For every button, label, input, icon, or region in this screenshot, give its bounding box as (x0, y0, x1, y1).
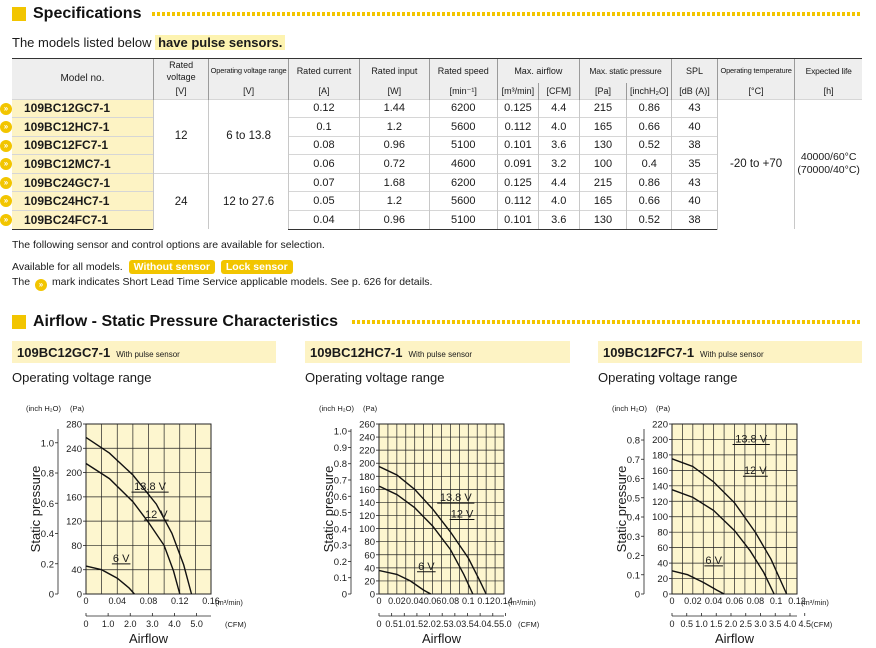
header-rated-voltage: Rated voltage (153, 59, 209, 83)
y-tick-label: 100 (359, 524, 375, 536)
airflow-cfm-cell: 4.0 (538, 118, 579, 137)
spl-cell: 40 (672, 118, 718, 137)
airflow-chart-2 (305, 395, 570, 645)
cfm-tick-label: 1.5 (410, 619, 424, 629)
input-cell: 1.44 (360, 99, 429, 118)
spl-cell: 38 (672, 136, 718, 155)
inch-tick-label: 0.2 (40, 559, 54, 571)
specifications-title: Specifications (33, 5, 142, 22)
y-tick-label: 120 (66, 516, 82, 528)
inch-unit-label: (inch H₂O) (319, 404, 354, 413)
panel-title-1 (17, 345, 180, 360)
x-tick-label: 0.08 (746, 596, 765, 606)
unit-rated-voltage: [V] (153, 83, 209, 99)
model-cell (3, 211, 153, 230)
inch-unit-label: (inch H₂O) (612, 404, 647, 413)
x-tick-label: 0.12 (170, 596, 189, 606)
cfm-tick-label: 3.0 (448, 619, 462, 629)
intro-plain: The models listed below (12, 35, 152, 50)
cfm-tick-label: 5.0 (499, 619, 512, 629)
inch-tick-label: 0.1 (333, 573, 347, 585)
current-cell: 0.04 (288, 211, 359, 230)
inch-tick-label: 0.8 (40, 468, 54, 480)
inch-tick-label: 1.0 (333, 426, 347, 438)
model-number: 109BC12MC7-1 (24, 157, 111, 172)
y-axis-title: Static pressure (28, 465, 43, 553)
x-tick-label: 0.06 (423, 596, 442, 606)
static-pa-cell: 130 (579, 136, 627, 155)
y-tick-label: 200 (359, 458, 375, 470)
short-lead-time-icon: » (35, 279, 47, 291)
static-inch-cell: 0.52 (627, 136, 672, 155)
airflow-m3-cell: 0.125 (497, 173, 538, 192)
section-marker (12, 7, 26, 21)
expected-life-cell (795, 99, 862, 229)
airflow-cfm-cell: 4.4 (538, 99, 579, 118)
cfm-tick-label: 4.5 (798, 619, 811, 629)
y-tick-label: 220 (652, 419, 668, 431)
x-unit-label: (m³/min) (801, 598, 829, 607)
inch-tick-label: 0.3 (626, 531, 640, 543)
panel-sensor: With pulse sensor (116, 350, 180, 359)
model-number: 109BC12FC7-1 (24, 138, 109, 153)
header-rated-input: Rated input (360, 59, 429, 83)
static-pa-cell: 165 (579, 192, 627, 211)
airflow-m3-cell: 0.125 (497, 99, 538, 118)
cfm-tick-label: 5.0 (190, 619, 203, 629)
input-cell: 1.68 (360, 173, 429, 192)
unit-spl: [dB (A)] (672, 83, 718, 99)
note-options: The following sensor and control options are available for selection. (12, 239, 325, 251)
current-cell: 0.1 (288, 118, 359, 137)
x-tick-label: 0.06 (725, 596, 744, 606)
inch-tick-label: 0.6 (40, 498, 54, 510)
static-pa-cell: 130 (579, 211, 627, 230)
airflow-title: Airflow - Static Pressure Characteristics (33, 313, 339, 330)
intro-highlight: have pulse sensors. (155, 35, 285, 50)
model-cell (3, 173, 153, 192)
y-tick-label: 240 (66, 443, 82, 455)
header-operating-voltage: Operating voltage range (209, 59, 288, 83)
y-axis-title: Static pressure (614, 465, 629, 553)
cfm-tick-label: 2.5 (739, 619, 752, 629)
x-axis-title: Airflow (128, 631, 169, 646)
model-cell (3, 136, 153, 155)
speed-cell: 4600 (429, 155, 497, 174)
unit-operating-voltage: [V] (209, 83, 288, 99)
y-tick-label: 0 (369, 589, 375, 601)
series-label: 12 V (450, 508, 474, 521)
y-tick-label: 40 (364, 563, 375, 575)
short-lead-time-icon: » (0, 195, 12, 207)
x-tick-label: 0.16 (202, 596, 220, 606)
header-rated-speed: Rated speed (429, 59, 497, 83)
inch-tick-label: 0.2 (333, 556, 347, 568)
cfm-tick-label: 1.0 (695, 619, 708, 629)
header-rated-current: Rated current (288, 59, 359, 83)
y-tick-label: 160 (652, 465, 668, 477)
x-tick-label: 0.14 (495, 596, 513, 606)
model-number: 109BC12HC7-1 (24, 119, 110, 134)
section-rule (152, 12, 862, 16)
cfm-tick-label: 2.0 (724, 619, 738, 629)
cfm-tick-label: 2.0 (123, 619, 137, 629)
y-tick-label: 20 (364, 576, 375, 588)
panel-subtitle-3: Operating voltage range (598, 370, 738, 385)
y-tick-label: 260 (359, 419, 375, 431)
intro-text (12, 35, 285, 50)
static-inch-cell: 0.52 (627, 211, 672, 230)
x-axis-title: Airflow (421, 631, 462, 646)
static-pa-cell: 100 (579, 155, 627, 174)
airflow-m3-cell: 0.091 (497, 155, 538, 174)
model-number: 109BC24HC7-1 (24, 194, 110, 209)
x-tick-label: 0 (669, 596, 675, 606)
table-row (12, 99, 862, 118)
airflow-heading (12, 313, 338, 331)
panel-sensor: With pulse sensor (700, 350, 764, 359)
series-label: 13.8 V (735, 433, 768, 446)
cfm-tick-label: 1.5 (709, 619, 723, 629)
static-inch-cell: 0.66 (627, 118, 672, 137)
y-tick-label: 200 (652, 434, 668, 446)
airflow-m3-cell: 0.112 (497, 118, 538, 137)
y-tick-label: 80 (71, 540, 82, 552)
x-tick-label: 0 (376, 596, 382, 606)
unit-airflow-m3: [m³/min] (497, 83, 538, 99)
spl-cell: 40 (672, 192, 718, 211)
model-cell (3, 118, 153, 137)
speed-cell: 6200 (429, 99, 497, 118)
cfm-unit-label: (CFM) (811, 620, 833, 629)
y-tick-label: 80 (364, 537, 375, 549)
cfm-tick-label: 4.5 (486, 619, 500, 629)
series-label: 6 V (705, 554, 722, 567)
inch-tick-label: 0.5 (626, 493, 640, 505)
inch-tick-label: 0 (634, 589, 640, 601)
x-tick-label: 0.08 (139, 596, 158, 606)
inch-tick-label: 0.6 (626, 474, 640, 486)
panel-model: 109BC12HC7-1 (310, 345, 403, 360)
series-label: 6 V (418, 560, 435, 573)
note-mark (12, 276, 432, 291)
x-unit-label: (m³/min) (508, 598, 536, 607)
y-tick-label: 120 (652, 496, 668, 508)
note-available (12, 260, 293, 274)
static-inch-cell: 0.4 (627, 155, 672, 174)
rated-voltage-cell: 24 (153, 173, 209, 229)
current-cell: 0.05 (288, 192, 359, 211)
inch-tick-label: 0.8 (333, 459, 347, 471)
life-line: (70000/40°C) (797, 164, 860, 177)
y-tick-label: 0 (76, 589, 82, 601)
airflow-cfm-cell: 4.4 (538, 173, 579, 192)
y-tick-label: 180 (652, 450, 668, 462)
y-tick-label: 160 (359, 484, 375, 496)
input-cell: 0.96 (360, 211, 429, 230)
airflow-m3-cell: 0.101 (497, 211, 538, 230)
note-available-text: Available for all models. (12, 261, 123, 273)
static-pa-cell: 215 (579, 99, 627, 118)
inch-tick-label: 0.3 (333, 540, 347, 552)
x-tick-label: 0.04 (108, 596, 127, 606)
cfm-tick-label: 0 (376, 619, 382, 629)
cfm-tick-label: 0.5 (680, 619, 694, 629)
speed-cell: 5600 (429, 192, 497, 211)
inch-unit-label: (inch H₂O) (26, 404, 61, 413)
airflow-m3-cell: 0.112 (497, 192, 538, 211)
airflow-chart-3 (598, 395, 862, 645)
model-number: 109BC12GC7-1 (24, 101, 111, 116)
panel-title-2 (310, 345, 472, 360)
x-unit-label: (m³/min) (215, 598, 243, 607)
y-tick-label: 140 (359, 497, 375, 509)
airflow-cfm-cell: 3.2 (538, 155, 579, 174)
y-tick-label: 100 (652, 512, 668, 524)
cfm-tick-label: 3.5 (461, 619, 474, 629)
y-tick-label: 140 (652, 481, 668, 493)
x-axis-title: Airflow (714, 631, 755, 646)
x-tick-label: 0.02 (684, 596, 702, 606)
series-label: 13.8 V (134, 481, 166, 494)
y-tick-label: 80 (657, 527, 668, 539)
x-tick-label: 0.1 (769, 596, 783, 606)
static-inch-cell: 0.66 (627, 192, 672, 211)
series-label: 12 V (144, 509, 168, 522)
life-line: 40000/60°C (800, 151, 857, 164)
current-cell: 0.06 (288, 155, 359, 174)
inch-tick-label: 0.4 (333, 524, 347, 536)
short-lead-time-icon: » (0, 121, 12, 133)
y-tick-label: 220 (359, 445, 375, 457)
y-tick-label: 280 (66, 419, 82, 431)
x-tick-label: 0.02 (388, 596, 406, 606)
y-tick-label: 0 (662, 589, 668, 601)
input-cell: 0.96 (360, 136, 429, 155)
note-mark-prefix: The (12, 276, 31, 288)
pa-unit-label: (Pa) (656, 404, 671, 413)
y-tick-label: 120 (359, 511, 375, 523)
unit-life: [h] (795, 83, 862, 99)
input-cell: 0.72 (360, 155, 429, 174)
cfm-tick-label: 2.5 (435, 619, 449, 629)
panel-model: 109BC12GC7-1 (17, 345, 111, 360)
cfm-tick-label: 3.0 (146, 619, 159, 629)
x-tick-label: 0.04 (405, 596, 424, 606)
model-cell (3, 155, 153, 174)
panel-sensor: With pulse sensor (408, 350, 473, 359)
cfm-tick-label: 0 (83, 619, 89, 629)
static-pa-cell: 165 (579, 118, 627, 137)
y-tick-label: 60 (657, 543, 668, 555)
series-label: 12 V (744, 465, 767, 478)
pa-unit-label: (Pa) (363, 404, 378, 413)
unit-airflow-cfm: [CFM] (538, 83, 579, 99)
inch-tick-label: 0 (341, 589, 347, 601)
airflow-cfm-cell: 4.0 (538, 192, 579, 211)
inch-tick-label: 0.7 (333, 475, 347, 487)
cfm-tick-label: 1.0 (101, 619, 115, 629)
cfm-tick-label: 4.0 (473, 619, 487, 629)
airflow-cfm-cell: 3.6 (538, 136, 579, 155)
spl-cell: 38 (672, 211, 718, 230)
operating-voltage-cell: 6 to 13.8 (209, 99, 288, 173)
inch-tick-label: 0.6 (333, 491, 347, 503)
header-max-airflow: Max. airflow (497, 59, 579, 83)
unit-rated-speed: [min⁻¹] (429, 83, 497, 99)
header-model: Model no. (12, 59, 153, 99)
unit-static-pa: [Pa] (579, 83, 627, 99)
y-tick-label: 160 (66, 492, 82, 504)
inch-tick-label: 0.2 (626, 551, 640, 563)
inch-tick-label: 0 (48, 589, 54, 601)
cfm-tick-label: 4.0 (783, 619, 797, 629)
model-cell (3, 99, 153, 118)
airflow-chart-1 (12, 395, 276, 645)
x-tick-label: 0.04 (704, 596, 723, 606)
x-tick-label: 0.12 (477, 596, 495, 606)
input-cell: 1.2 (360, 118, 429, 137)
section-marker (12, 315, 26, 329)
y-tick-label: 200 (66, 468, 82, 480)
speed-cell: 5600 (429, 118, 497, 137)
header-spl: SPL (672, 59, 718, 83)
cfm-tick-label: 3.0 (754, 619, 767, 629)
y-tick-label: 60 (364, 550, 375, 562)
unit-op-temp: [°C] (717, 83, 794, 99)
inch-tick-label: 1.0 (40, 438, 54, 450)
short-lead-time-icon: » (0, 140, 12, 152)
input-cell: 1.2 (360, 192, 429, 211)
header-life: Expected life (795, 59, 862, 83)
short-lead-time-icon: » (0, 158, 12, 170)
pa-unit-label: (Pa) (70, 404, 85, 413)
section-rule (352, 320, 862, 324)
speed-cell: 6200 (429, 173, 497, 192)
static-pa-cell: 215 (579, 173, 627, 192)
spl-cell: 43 (672, 99, 718, 118)
unit-rated-current: [A] (288, 83, 359, 99)
inch-tick-label: 0.4 (40, 529, 54, 541)
cfm-unit-label: (CFM) (518, 620, 540, 629)
x-tick-label: 0 (83, 596, 89, 606)
inch-tick-label: 0.5 (333, 508, 347, 520)
inch-tick-label: 0.1 (626, 570, 640, 582)
current-cell: 0.12 (288, 99, 359, 118)
specifications-table (3, 59, 862, 230)
panel-subtitle-2: Operating voltage range (305, 370, 445, 385)
current-cell: 0.08 (288, 136, 359, 155)
series-label: 6 V (112, 552, 130, 565)
y-tick-label: 180 (359, 471, 375, 483)
airflow-cfm-cell: 3.6 (538, 211, 579, 230)
y-tick-label: 40 (71, 565, 82, 577)
short-lead-time-icon: » (0, 214, 12, 226)
unit-static-inch: [inchH₂O] (627, 83, 672, 99)
model-cell (3, 192, 153, 211)
cfm-tick-label: 0.5 (385, 619, 398, 629)
speed-cell: 5100 (429, 211, 497, 230)
panel-model: 109BC12FC7-1 (603, 345, 695, 360)
y-tick-label: 40 (657, 558, 668, 570)
note-mark-text: mark indicates Short Lead Time Service applicable models. See p. 626 for details. (51, 276, 433, 288)
cfm-tick-label: 1.0 (398, 619, 411, 629)
short-lead-time-icon: » (0, 177, 12, 189)
cfm-tick-label: 3.5 (768, 619, 782, 629)
unit-rated-input: [W] (360, 83, 429, 99)
cfm-tick-label: 0 (669, 619, 675, 629)
x-tick-label: 0.1 (462, 596, 475, 606)
x-tick-label: 0.08 (441, 596, 460, 606)
y-tick-label: 240 (359, 432, 375, 444)
inch-tick-label: 0.7 (626, 454, 640, 466)
cfm-tick-label: 2.0 (423, 619, 436, 629)
inch-tick-label: 0.9 (333, 442, 347, 454)
operating-temperature-cell: -20 to +70 (717, 99, 794, 229)
spl-cell: 43 (672, 173, 718, 192)
y-tick-label: 20 (657, 574, 668, 586)
short-lead-time-icon: » (0, 103, 12, 115)
static-inch-cell: 0.86 (627, 99, 672, 118)
static-inch-cell: 0.86 (627, 173, 672, 192)
header-op-temp: Operating temperature (717, 59, 794, 83)
cfm-tick-label: 4.0 (168, 619, 181, 629)
rated-voltage-cell: 12 (153, 99, 209, 173)
current-cell: 0.07 (288, 173, 359, 192)
panel-subtitle-1: Operating voltage range (12, 370, 152, 385)
speed-cell: 5100 (429, 136, 497, 155)
inch-tick-label: 0.4 (626, 512, 640, 524)
operating-voltage-cell: 12 to 27.6 (209, 173, 288, 229)
airflow-m3-cell: 0.101 (497, 136, 538, 155)
header-max-static: Max. static pressure (579, 59, 672, 83)
inch-tick-label: 0.8 (626, 435, 640, 447)
option-lock-sensor: Lock sensor (221, 260, 293, 274)
x-tick-label: 0.12 (788, 596, 806, 606)
panel-title-3 (603, 345, 764, 360)
option-without-sensor: Without sensor (129, 260, 215, 274)
model-number: 109BC24FC7-1 (24, 212, 109, 227)
y-axis-title: Static pressure (321, 465, 336, 553)
specifications-heading (12, 5, 141, 23)
model-number: 109BC24GC7-1 (24, 175, 111, 190)
cfm-unit-label: (CFM) (225, 620, 247, 629)
series-label: 13.8 V (439, 492, 472, 505)
spl-cell: 35 (672, 155, 718, 174)
